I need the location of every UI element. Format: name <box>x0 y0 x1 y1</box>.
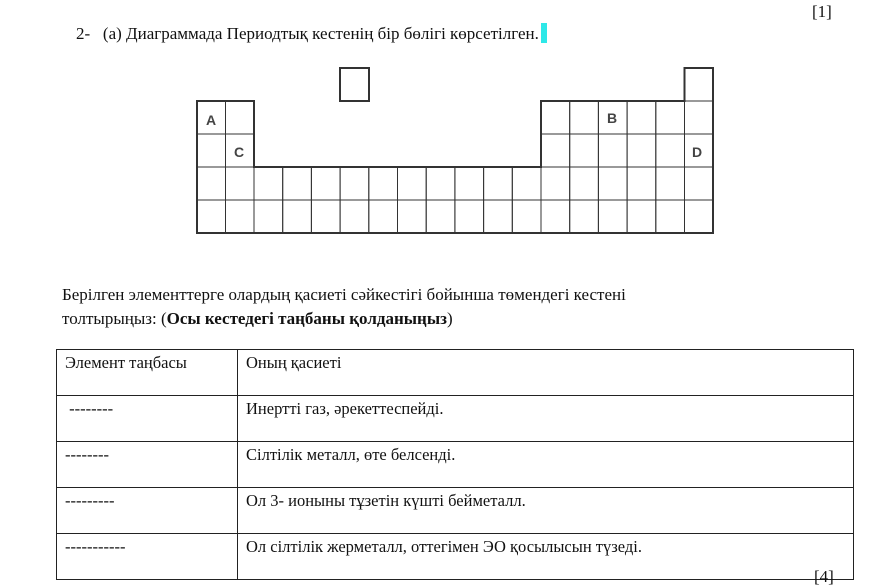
symbol-cell[interactable]: -------- <box>57 442 238 488</box>
header-property: Оның қасиеті <box>238 350 854 396</box>
label-a: A <box>206 112 217 128</box>
table-row <box>57 442 854 488</box>
symbol-cell[interactable]: ----------- <box>57 534 238 580</box>
instruction-line2: толтырыңыз: (Осы кестедегі таңбаны қолданыңыз) <box>62 309 453 328</box>
properties-table <box>56 349 854 580</box>
symbol-cell[interactable]: --------- <box>57 488 238 534</box>
mark-bottom: [4] <box>814 567 834 586</box>
header-symbol: Элемент таңбасы <box>57 350 238 396</box>
question-text: (a) Диаграммада Периодтық кестенің бір бөлігі көрсетілген. <box>102 24 539 43</box>
label-c: C <box>234 144 245 160</box>
property-cell: Инертті газ, әрекеттеспейді. <box>238 396 854 442</box>
table-header-row <box>57 350 854 396</box>
table-row <box>57 396 854 442</box>
instruction-line1: Берілген элементтерге олардың қасиеті сәйкестігі бойынша төмендегі кестені <box>62 285 626 304</box>
table-row <box>57 534 854 580</box>
label-b: B <box>607 110 618 126</box>
hydrogen-cell <box>340 68 369 101</box>
property-cell: Ол сілтілік жерметалл, оттегімен ЭО қосылысын түзеді. <box>238 534 854 580</box>
table-row <box>57 488 854 534</box>
symbol-cell[interactable]: -------- <box>57 396 238 442</box>
mark-top: [1] <box>812 2 832 21</box>
instruction <box>62 283 802 331</box>
label-d: D <box>692 144 703 160</box>
question-number: 2- <box>76 24 91 43</box>
property-cell: Сілтілік металл, өте белсенді. <box>238 442 854 488</box>
property-cell: Ол 3- ионыны тұзетін күшті бейметалл. <box>238 488 854 534</box>
instruction-bold: Осы кестедегі таңбаны қолданыңыз <box>166 309 447 328</box>
